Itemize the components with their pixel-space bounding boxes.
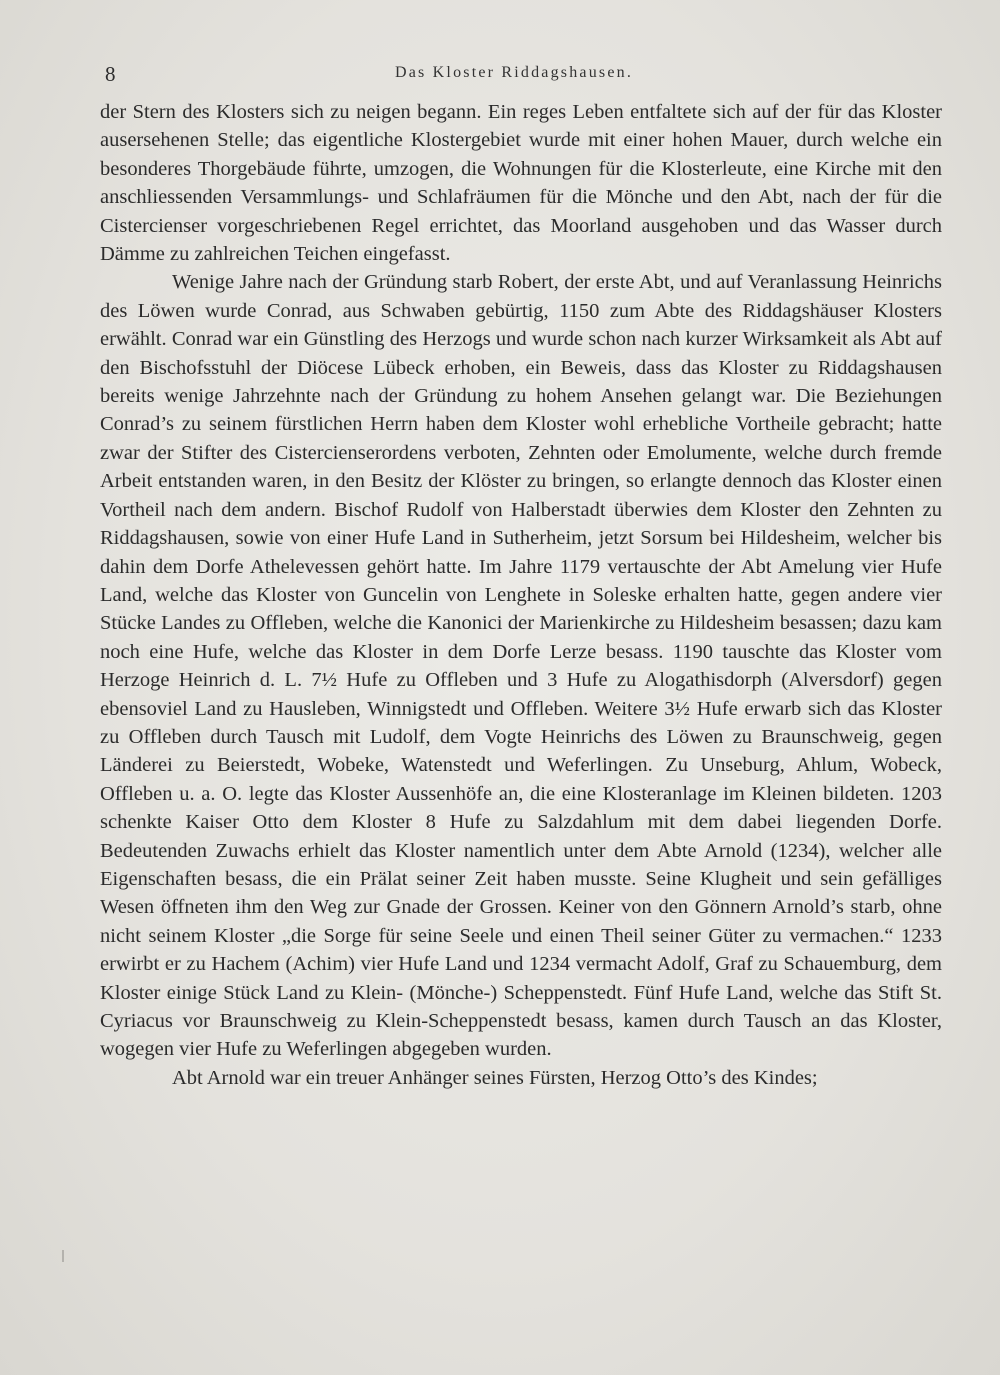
page-header <box>105 62 945 92</box>
paragraph-1: der Stern des Klosters sich zu neigen begann. Ein reges Leben entfaltete sich auf der für das Kloster ausersehenen Stelle; das eigentliche Klostergebiet wurde mit einer hohen Mauer, durch welche ein besonderes Thorgebäude führte, umzogen, die Wohnungen für die Klosterleute, eine Kirche mit den anschliessenden Versammlungs- und Schlafräumen für die Mönche und den Abt, nach der für die Cistercienser vorgeschriebenen Regel errichtet, das Moorland ausgehoben und das Wasser durch Dämme zu zahlreichen Teichen eingefasst. <box>100 101 942 266</box>
paragraph-3: Abt Arnold war ein treuer Anhänger seines Fürsten, Herzog Otto’s des Kindes; <box>172 1066 818 1089</box>
paper-mark <box>62 1250 64 1262</box>
running-title: Das Kloster Riddagshausen. <box>395 64 634 81</box>
body-text <box>100 98 942 1092</box>
paragraph-2: Wenige Jahre nach der Gründung starb Robert, der erste Abt, und auf Veranlassung Heinrichs des Löwen wurde Conrad, aus Schwaben gebürtig, 1150 zum Abte des Riddagshäuser Klosters erwählt. Conrad war ein Günstling des Herzogs und wurde schon nach kurzer Wirksamkeit als Abt auf den Bischofsstuhl der Diöcese Lübeck erhoben, ein Beweis, dass das Kloster zu Riddagshausen bereits wenige Jahrzehnte nach der Gründung zu hohem Ansehen gelangt war. Die Beziehungen Conrad’s zu seinem fürstlichen Herrn haben dem Kloster wohl erhebliche Vortheile gebracht; hatte zwar der Stifter des Cistercienserordens verboten, Zehnten oder Emolumente, welche durch fremde Arbeit entstanden waren, in den Besitz der Klöster zu bringen, so erlangte dennoch das Kloster einen Vortheil nach dem andern. Bischof Rudolf von Halberstadt überwies dem Kloster den Zehnten zu Riddagshausen, sowie von einer Hufe Land in Sutherheim, jetzt Sorsum bei Hildesheim, welcher bis dahin dem Dorfe Athelevessen gehört hatte. Im Jahre 1179 vertauschte der Abt Amelung vier Hufe Land, welche das Kloster von Guncelin von Lenghete in Soleske erhalten hatte, gegen andere vier Stücke Landes zu Offleben, welche die Kanonici der Marienkirche zu Hildesheim besassen; dazu kam noch eine Hufe, welche das Kloster in dem Dorfe Lerze besass. 1190 tauschte das Kloster vom Herzoge Heinrich d. L. 7½ Hufe zu Offleben und 3 Hufe zu Alogathisdorph (Alversdorf) gegen ebensoviel Land zu Hausleben, Winnigstedt und Offleben. Weitere 3½ Hufe erwarb sich das Kloster zu Offleben durch Tausch mit Ludolf, dem Vogte Heinrichs des Löwen zu Braunschweig, gegen Länderei zu Beierstedt, Wobeke, Watenstedt und Weferlingen. Zu Unseburg, Ahlum, Wobeck, Offleben u. a. O. legte das Kloster Aussenhöfe an, die eine Klosteranlage im Kleinen bildeten. 1203 schenkte Kaiser Otto dem Kloster 8 Hufe zu Salzdahlum mit dem dabei liegenden Dorfe. Bedeutenden Zuwachs erhielt das Kloster namentlich unter dem Abte Arnold (1234), welcher alle Eigenschaften besass, die ein Prälat seiner Zeit haben musste. Seine Klugheit und sein gefälliges Wesen öffneten ihm den Weg zur Gnade der Grossen. Keiner von den Gönnern Arnold’s starb, ohne nicht seinem Kloster „die Sorge für seine Seele und einen Theil seiner Güter zu vermachen.“ 1233 erwirbt er zu Hachem (Achim) vier Hufe Land und 1234 vermacht Adolf, Graf zu Schauemburg, dem Kloster einige Stück Land zu Klein- (Mönche-) Scheppenstedt. Fünf Hufe Land, welche das Stift St. Cyriacus vor Braunschweig zu Klein-Scheppenstedt besass, kamen durch Tausch an das Kloster, wogegen vier Hufe zu Weferlingen abgegeben wurden. <box>100 271 942 1061</box>
page-number: 8 <box>105 62 116 86</box>
